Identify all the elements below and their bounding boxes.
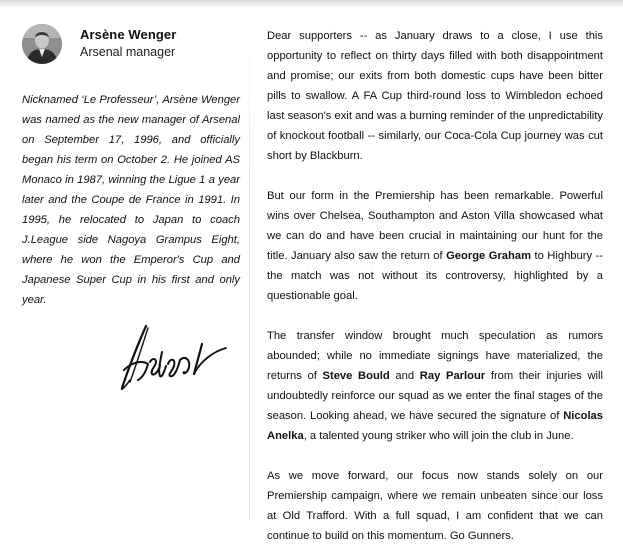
letter-paragraph-2 xyxy=(267,186,603,306)
letter-paragraph-3 xyxy=(267,326,603,446)
letter-text: , a talented young striker who will join the club in June. xyxy=(303,430,574,442)
player-name-george-graham: George Graham xyxy=(446,250,532,262)
top-shadow xyxy=(0,0,623,8)
letter-text: to Highbury -- the match was not without its controversy, highlighted by a questionable goal. xyxy=(267,250,603,302)
signature xyxy=(116,322,240,399)
letter-paragraph-1: Dear supporters -- as January draws to a close, I use this opportunity to reflect on thirty days filled with both disappointment and promise; our exits from both domestic cups have been bitter pills to swallow. A FA Cup third-round loss to Wimbledon echoed last season's exit and was a burning reminder of the unpredictability of knockout football -- similarly, our Coca-Cola Cup journey was cut short by Blackburn. xyxy=(267,30,603,162)
avatar xyxy=(22,24,62,64)
letter-text: and xyxy=(389,370,420,382)
letter-text: The transfer window brought much speculation as rumors abounded; while no immediate signings have materialized, the returns of xyxy=(267,330,603,382)
letter-text: from their injuries will undoubtedly reinforce our squad as we enter the final stages of the season. Looking ahead, we have secured the signature of xyxy=(267,370,603,422)
author-sidebar xyxy=(22,24,240,399)
player-name-ray-parlour: Ray Parlour xyxy=(419,370,486,382)
letter-paragraph-4: As we move forward, our focus now stands solely on our Premiership campaign, where we remain unbeaten since our loss at Old Trafford. With a full squad, I am confident that we can continue to build on this momentum. Go Gunners. xyxy=(267,470,603,542)
player-name-nicolas-anelka: Nicolas Anelka xyxy=(267,410,603,442)
letter-text: But our form in the Premiership has been remarkable. Powerful wins over Chelsea, Southampton and Aston Villa showcased what we can do and have been crucial in maintaining our hunt for the title. January also saw the return of xyxy=(267,190,603,262)
author-role: Arsenal manager xyxy=(80,45,176,59)
manager-letter xyxy=(267,26,603,546)
player-name-steve-bould: Steve Bould xyxy=(322,370,390,382)
author-header xyxy=(22,24,240,64)
author-name: Arsène Wenger xyxy=(80,27,177,42)
author-bio: Nicknamed ‘Le Professeur’, Arsène Wenger was named as the new manager of Arsenal on September 17, 1996, and officially began his term on October 2. He joined AS Monaco in 1987, winning the Ligue 1 a year later and the Coupe de France in 1991. In 1995, he relocated to Japan to coach J.League side Nagoya Grampus Eight, where he won the Emperor's Cup and Japanese Super Cup in his first and only year. xyxy=(22,94,240,306)
column-divider xyxy=(249,24,250,520)
author-text xyxy=(80,27,176,61)
